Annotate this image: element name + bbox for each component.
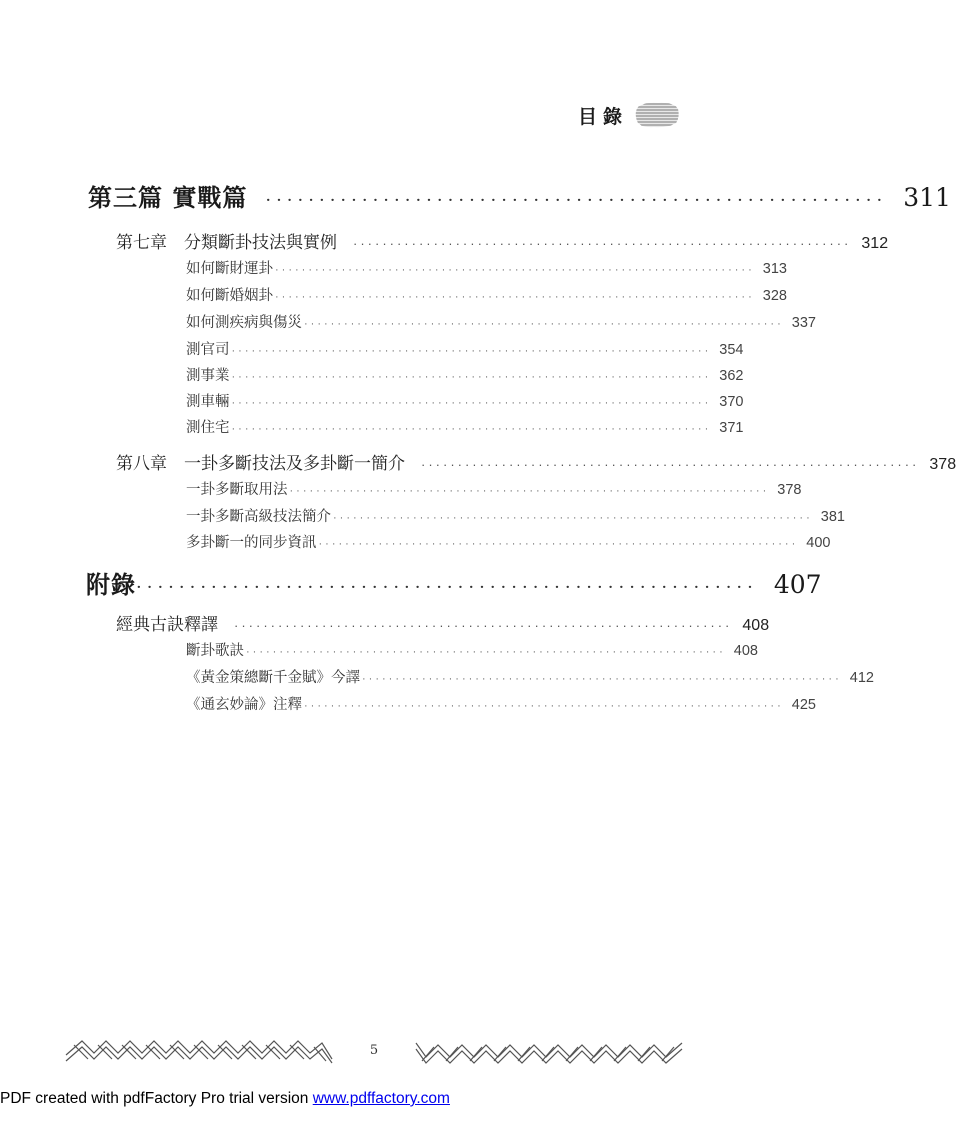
toc-page-number: 354: [719, 342, 744, 358]
dot-leader: ········································································: [318, 538, 799, 550]
toc-page-number: 407: [773, 570, 822, 599]
toc-title: 第七章 分類斷卦技法與實例: [116, 233, 337, 252]
header-title: 目錄: [577, 105, 628, 128]
toc-page-number: 312: [861, 235, 889, 252]
toc-classics[interactable]: [116, 610, 770, 634]
toc-section[interactable]: [186, 311, 816, 333]
toc-section[interactable]: [186, 666, 874, 688]
toc-title: 如何測疾病與傷災: [186, 315, 302, 331]
dot-leader: ··························································: [265, 190, 888, 211]
braided-chain-right-icon: [414, 1033, 684, 1067]
braided-chain-left-icon: [64, 1033, 334, 1067]
toc-page-number: 408: [742, 617, 770, 634]
toc-page-number: 378: [929, 456, 956, 473]
toc-title: 第三篇 實戰篇: [88, 183, 248, 212]
toc-title: 斷卦歌訣: [186, 643, 244, 659]
toc-chapter-7[interactable]: [116, 228, 889, 252]
toc-page-number: 311: [903, 183, 951, 212]
toc-section[interactable]: [186, 390, 744, 412]
page-number: 5: [369, 1042, 379, 1058]
toc-page-number: 313: [762, 261, 787, 277]
toc-title: 一卦多斷取用法: [186, 482, 288, 498]
toc-title: 測官司: [186, 342, 230, 358]
toc-page-number: 381: [820, 509, 845, 525]
toc-section[interactable]: [186, 531, 831, 553]
dot-leader: ····································································: [421, 457, 920, 472]
striped-swatch-icon: [634, 101, 680, 129]
toc-page-number: 362: [719, 368, 744, 384]
toc-title: 如何斷婚姻卦: [186, 288, 273, 304]
toc-title: 如何斷財運卦: [186, 261, 273, 277]
toc-section[interactable]: [186, 257, 787, 279]
toc-section[interactable]: [186, 505, 845, 527]
toc-section[interactable]: [186, 364, 744, 386]
dot-leader: ········································································: [231, 345, 712, 357]
pdf-note-text: PDF created with pdfFactory Pro trial version: [0, 1090, 313, 1107]
dot-leader: ········································································: [231, 371, 712, 383]
toc-chapter-8[interactable]: [116, 449, 956, 473]
dot-leader: ········································································: [362, 673, 842, 685]
toc-section[interactable]: [186, 416, 744, 438]
toc-title: 測住宅: [186, 420, 230, 436]
dot-leader: ········································································: [275, 291, 755, 303]
toc-title: 《通玄妙論》注釋: [186, 697, 302, 713]
toc-title: 第八章 一卦多斷技法及多卦斷一簡介: [116, 454, 405, 473]
toc-page-number: 371: [719, 420, 744, 436]
dot-leader: ····································································: [353, 236, 852, 251]
toc-title: 附錄: [86, 570, 136, 599]
dot-leader: ········································································: [231, 397, 712, 409]
toc-section[interactable]: [186, 639, 758, 661]
dot-leader: ········································································: [304, 318, 784, 330]
toc-title: 測車輛: [186, 394, 230, 410]
toc-page-number: 400: [806, 535, 831, 551]
dot-leader: ········································································: [231, 423, 712, 435]
dot-leader: ········································································: [304, 700, 784, 712]
pdf-creator-note: [0, 1090, 450, 1108]
toc-title: 經典古訣釋譯: [116, 615, 218, 634]
pdffactory-link[interactable]: www.pdffactory.com: [312, 1090, 450, 1107]
toc-page-number: 378: [777, 482, 802, 498]
toc-part-3[interactable]: [88, 178, 951, 212]
dot-leader: ····································································: [234, 618, 733, 633]
toc-page-number: 337: [791, 315, 816, 331]
dot-leader: ··························································: [136, 577, 758, 598]
toc-page-number: 328: [762, 288, 787, 304]
toc-title: 《黃金策總斷千金賦》今譯: [186, 670, 360, 686]
dot-leader: ········································································: [246, 646, 726, 658]
toc-appendix[interactable]: [86, 565, 822, 599]
toc-section[interactable]: [186, 284, 787, 306]
toc-page-number: 425: [791, 697, 816, 713]
toc-section[interactable]: [186, 693, 816, 715]
toc-page-number: 412: [849, 670, 874, 686]
toc-title: 一卦多斷高級技法簡介: [186, 509, 331, 525]
toc-title: 測事業: [186, 368, 230, 384]
page-footer: [64, 1030, 684, 1070]
toc-title: 多卦斷一的同步資訊: [186, 535, 317, 551]
toc-section[interactable]: [186, 478, 802, 500]
dot-leader: ········································································: [275, 264, 755, 276]
dot-leader: ········································································: [333, 512, 813, 524]
toc-section[interactable]: [186, 338, 744, 360]
toc-page-number: 408: [733, 643, 758, 659]
toc-page-number: 370: [719, 394, 744, 410]
page-header: [578, 98, 680, 132]
dot-leader: ········································································: [289, 485, 770, 497]
